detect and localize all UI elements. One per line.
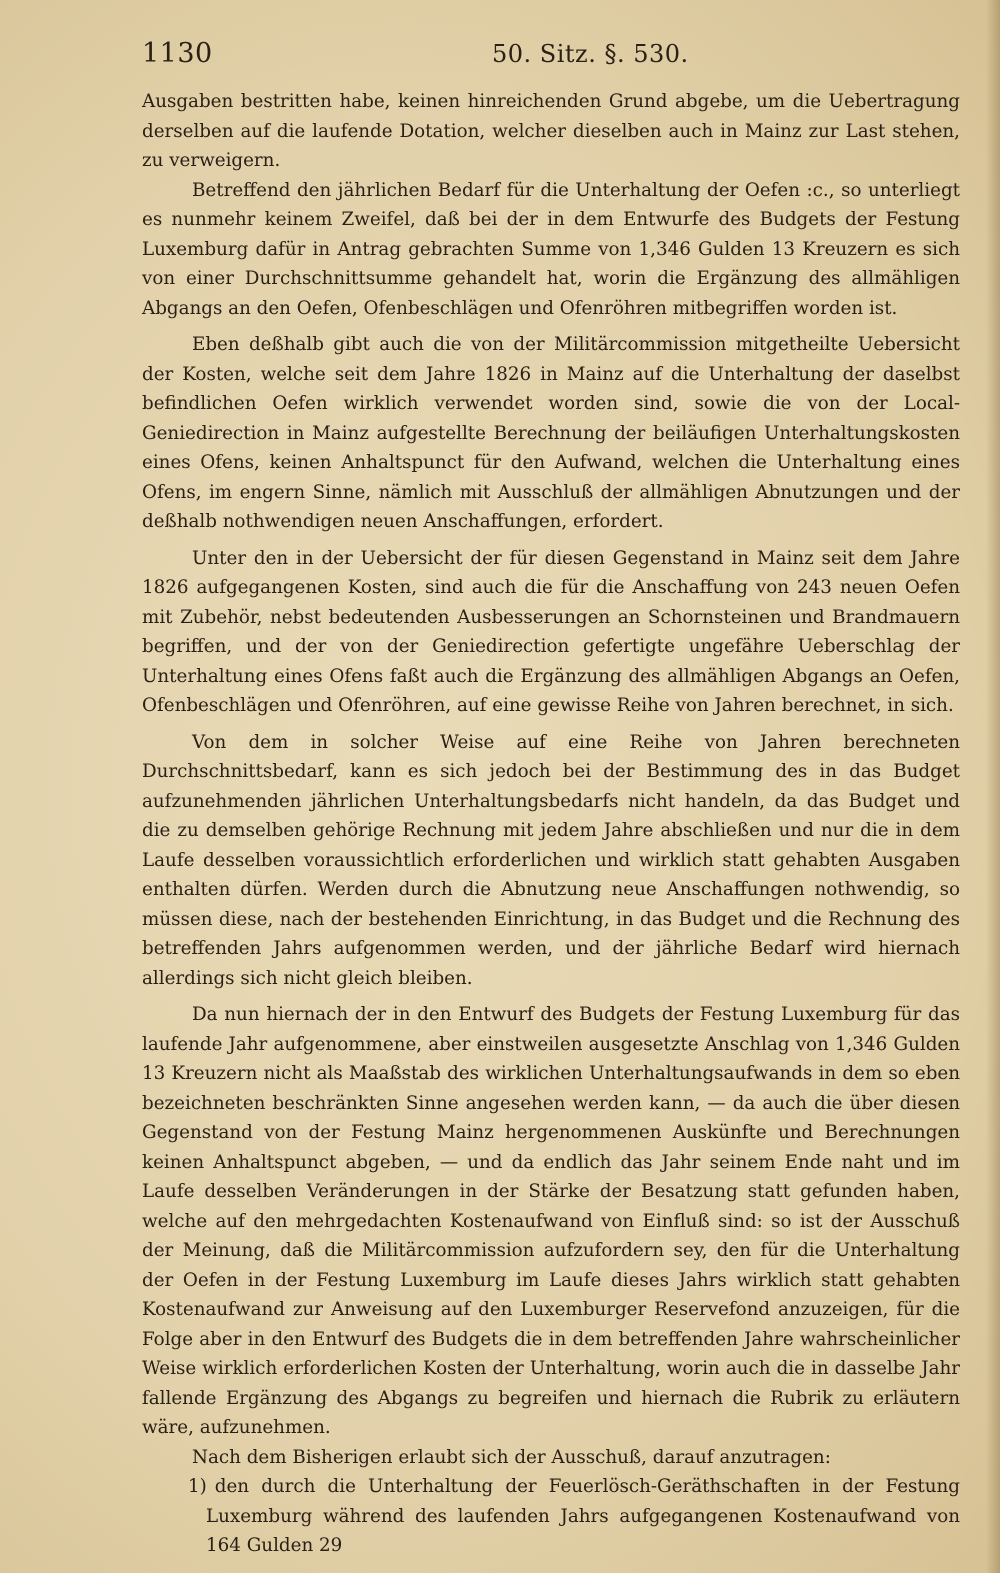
paragraph-continuation: Ausgaben bestritten habe, keinen hinreichenden Grund abgebe, um die Uebertragung derselben auf die laufende Dotation, welcher dieselben auch in Mainz zur Last stehen, zu verweigern. — [142, 91, 960, 171]
paragraph-committee-opinion: Da nun hiernach der in den Entwurf des Budgets der Festung Luxemburg für das laufende Jahr aufgenommene, aber einstweilen ausgesetzte Anschlag von 1,346 Gulden 13 Kreuzern nicht als Maaßstab des wirklichen Unterhaltungsaufwands in dem so eben bezeichneten beschränkten Sinne angesehen werden kann, — da auch die über diesen Gegenstand von der Festung Mainz hergenommenen Auskünfte und Berechnungen keinen Anhaltspunct abgeben, — und da endlich das Jahr seinem Ende naht und im Laufe desselben Veränderungen in der Stärke der Besatzung statt gefunden haben, welche auf den mehrgedachten Kostenaufwand von Einfluß sind: so ist der Ausschuß der Meinung, daß die Militärcommission aufzufordern sey, den für die Unterhaltung der Oefen in der Festung Luxemburg im Laufe dieses Jahrs wirklich statt gehabten Kostenaufwand zur Anweisung auf den Luxemburger Reservefond anzuzeigen, für die Folge aber in den Entwurf des Budgets die in dem betreffenden Jahre wahrscheinlicher Weise wirklich erforderlichen Kosten der Unterhaltung, worin auch die in dasselbe Jahr fallende Ergänzung des Abgangs zu begreifen und hiernach die Rubrik zu erläutern wäre, aufzunehmen. — [142, 1004, 960, 1438]
page-header — [142, 38, 942, 78]
running-head: 50. Sitz. §. 530. — [492, 40, 689, 68]
paragraph-oven-budget: Betreffend den jährlichen Bedarf für die Unterhaltung der Oefen :c., so unterliegt es nunmehr keinem Zweifel, daß bei der in dem Entwurfe des Budgets der Festung Luxemburg dafür in Antrag gebrachten Summe von 1,346 Gulden 13 Kreuzern es sich von einer Durchschnittsumme gehandelt hat, worin die Ergänzung des allmähligen Abgangs an den Oefen, Ofenbeschlägen und Ofenröhren mitbegriffen worden ist. — [142, 179, 960, 319]
paragraph-overview-costs: Unter den in der Uebersicht der für diesen Gegenstand in Mainz seit dem Jahre 1826 aufgegangenen Kosten, sind auch die für die Anschaffung von 243 neuen Oefen mit Zubehör, nebst bedeutenden Ausbesserungen an Schornsteinen und Brandmauern begriffen, und der von der Geniedirection gefertigte ungefähre Ueberschlag der Unterhaltung eines Ofens faßt auch die Ergänzung des allmähligen Abgangs an Oefen, Ofenbeschlägen und Ofenröhren, auf eine gewisse Reihe von Jahren berechnet, in sich. — [142, 547, 960, 716]
paragraph-military-commission: Eben deßhalb gibt auch die von der Militärcommission mitgetheilte Uebersicht der Kosten, welche seit dem Jahre 1826 in Mainz auf die Unterhaltung der daselbst befindlichen Oefen wirklich verwendet worden sind, sowie die von der Local-Geniedirection in Mainz aufgestellte Berechnung der beiläufigen Unterhaltungskosten eines Ofens, keinen Anhaltspunct für den Aufwand, welchen die Unterhaltung eines Ofens, im engern Sinne, nämlich mit Ausschluß der allmähligen Abnutzungen und der deßhalb nothwendigen neuen Anschaffungen, erfordert. — [142, 334, 960, 532]
list-item — [142, 1472, 960, 1561]
page-edge-shadow — [986, 0, 1000, 1573]
page-number: 1130 — [142, 38, 213, 69]
list-marker: 1) — [188, 1476, 207, 1497]
list-item-text: den durch die Unterhaltung der Feuerlösch-Geräthschaften in der Festung Luxemburg während des laufenden Jahrs aufgegangenen Kostenaufwand von 164 Gulden 29 — [206, 1476, 960, 1556]
paragraph-average-demand: Von dem in solcher Weise auf eine Reihe von Jahren berechneten Durchschnittsbedarf, kann es sich jedoch bei der Bestimmung des in das Budget aufzunehmenden jährlichen Unterhaltungsbedarfs nicht handeln, da das Budget und die zu demselben gehörige Rechnung mit jedem Jahre abschließen und nur die in dem Laufe desselben voraussichtlich erforderlichen und wirklich statt gehabten Ausgaben enthalten dürfen. Werden durch die Abnutzung neue Anschaffungen nothwendig, so müssen diese, nach der bestehenden Einrichtung, in das Budget und die Rechnung des betreffenden Jahrs aufgenommen werden, und der jährliche Bedarf wird hiernach allerdings sich nicht gleich bleiben. — [142, 731, 960, 989]
paragraph-motion-intro: Nach dem Bisherigen erlaubt sich der Ausschuß, darauf anzutragen: — [192, 1446, 831, 1468]
body-text — [142, 87, 960, 1561]
